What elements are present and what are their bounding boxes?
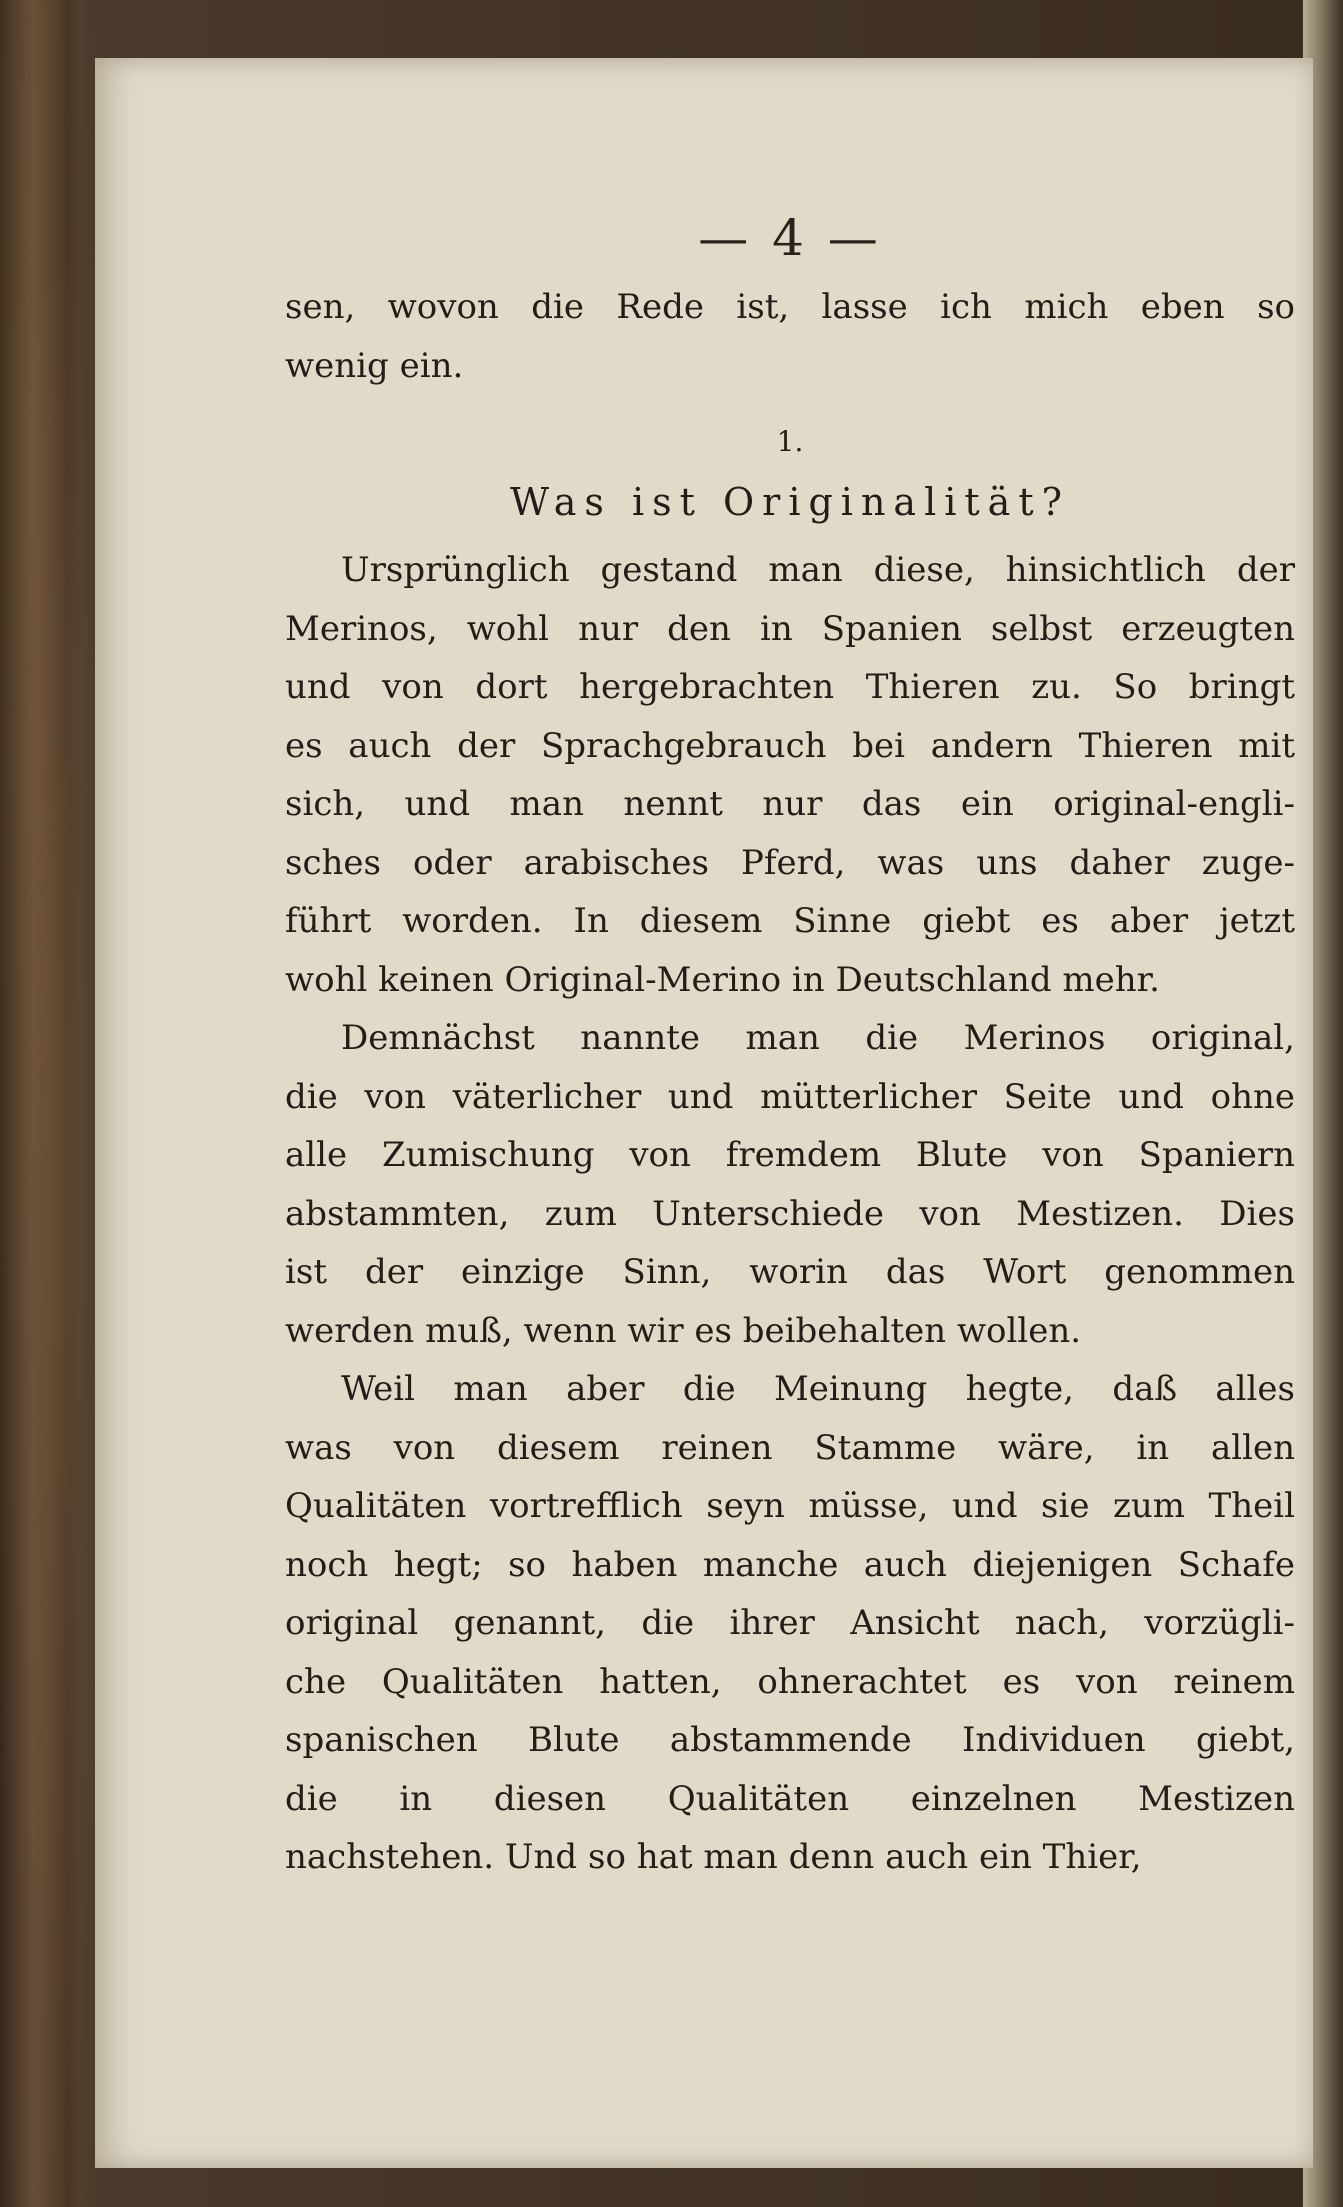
paragraph-3 — [285, 1360, 1295, 1887]
intro-text — [285, 278, 1295, 395]
text-line: Demnächst nannte man die Merinos original, — [341, 1018, 1295, 1058]
paragraph-1 — [285, 541, 1295, 1009]
page-number: — 4 — — [698, 209, 882, 267]
text-line: original genannt, die ihrer Ansicht nach, vorzügli- — [285, 1603, 1295, 1643]
page-sheet — [95, 58, 1313, 2168]
text-line: sen, wovon die Rede ist, lasse ich mich eben so — [285, 287, 1295, 327]
text-line: abstammten, zum Unterschiede von Mestizen. Dies — [285, 1193, 1295, 1234]
text-line: sich, und man nennt nur das ein original-engli- — [285, 784, 1295, 824]
text-line: noch hegt; so haben manche auch diejenigen Schafe — [285, 1544, 1295, 1585]
text-line: werden muß, wenn wir es beibehalten wollen. — [285, 1310, 1082, 1351]
text-line: Merinos, wohl nur den in Spanien selbst erzeugten — [285, 608, 1295, 649]
text-line: was von diesem reinen Stamme wäre, in allen — [285, 1427, 1295, 1468]
section-number: 1. — [776, 425, 804, 458]
text-line: Weil man aber die Meinung hegte, daß alles — [341, 1369, 1295, 1409]
book-cover-edge — [0, 0, 110, 2207]
text-line: nachstehen. Und so hat man denn auch ein Thier, — [285, 1837, 1142, 1877]
page-text-block — [285, 198, 1295, 1887]
text-line: die in diesen Qualitäten einzelnen Mestizen — [285, 1778, 1295, 1819]
text-line: che Qualitäten hatten, ohnerachtet es von reinem — [285, 1661, 1295, 1702]
text-line: Ursprünglich gestand man diese, hinsichtlich der — [341, 550, 1295, 590]
text-line: ist der einzige Sinn, worin das Wort genommen — [285, 1252, 1295, 1292]
paragraph-2 — [285, 1009, 1295, 1360]
text-line: wohl keinen Original-Merino in Deutschland mehr. — [285, 959, 1160, 1000]
text-line: und von dort hergebrachten Thieren zu. So bringt — [285, 667, 1295, 707]
text-line: führt worden. In diesem Sinne giebt es aber jetzt — [285, 901, 1295, 941]
text-line: die von väterlicher und mütterlicher Seite und ohne — [285, 1076, 1295, 1117]
text-line: spanischen Blute abstammende Individuen giebt, — [285, 1720, 1295, 1760]
text-line: es auch der Sprachgebrauch bei andern Thieren mit — [285, 725, 1295, 766]
text-line: alle Zumischung von fremdem Blute von Spaniern — [285, 1135, 1295, 1175]
text-line: sches oder arabisches Pferd, was uns daher zuge- — [285, 842, 1295, 883]
text-line: Qualitäten vortrefflich seyn müsse, und sie zum Theil — [285, 1486, 1295, 1526]
section-title: Was ist Originalität? — [510, 480, 1070, 524]
text-line: wenig ein. — [285, 345, 464, 386]
